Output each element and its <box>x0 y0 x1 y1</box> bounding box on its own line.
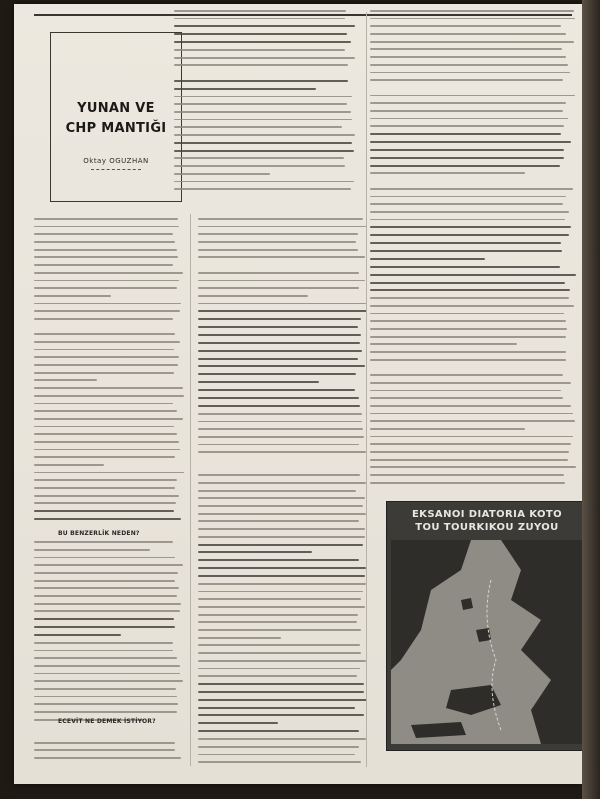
text-line <box>174 64 348 66</box>
text-line <box>198 397 359 399</box>
text-line <box>198 629 361 631</box>
text-line <box>34 580 175 582</box>
text-line <box>198 421 362 423</box>
column-divider-1 <box>190 214 191 766</box>
text-line <box>198 334 361 336</box>
text-line <box>370 266 560 268</box>
text-line <box>34 650 173 652</box>
text-line <box>198 381 319 383</box>
text-line <box>198 318 361 320</box>
text-line <box>198 365 365 367</box>
text-line <box>34 403 173 405</box>
text-line <box>370 125 564 127</box>
text-line <box>370 328 567 330</box>
text-line <box>34 303 181 305</box>
text-line <box>370 282 565 284</box>
text-line <box>198 459 355 461</box>
text-line <box>34 395 184 397</box>
text-line <box>34 626 175 628</box>
map-caption-line-2: TOU TOURKIKOU ZUYOU <box>415 522 559 533</box>
text-line <box>198 606 365 608</box>
text-line <box>198 428 363 430</box>
text-line <box>198 559 359 561</box>
text-line <box>198 567 366 569</box>
text-line <box>34 642 173 644</box>
text-line <box>370 374 563 376</box>
text-line <box>34 541 173 543</box>
text-line <box>370 196 566 198</box>
text-line <box>370 203 563 205</box>
text-line <box>370 25 561 27</box>
text-line <box>370 242 561 244</box>
text-line <box>174 157 344 159</box>
text-line <box>198 598 361 600</box>
text-line <box>370 466 576 468</box>
text-line <box>198 233 358 235</box>
text-line <box>198 326 358 328</box>
text-line <box>370 72 570 74</box>
text-line <box>34 310 180 312</box>
aegean-map-image <box>391 540 583 744</box>
text-line <box>198 280 365 282</box>
text-line <box>370 420 575 422</box>
text-line <box>198 490 356 492</box>
text-line <box>174 188 351 190</box>
text-line <box>34 726 177 728</box>
text-line <box>34 665 180 667</box>
text-line <box>174 103 347 105</box>
text-line <box>34 433 177 435</box>
text-line <box>34 280 179 282</box>
text-column-right <box>370 4 576 496</box>
text-line <box>198 528 365 530</box>
text-line <box>370 289 570 291</box>
text-line <box>198 637 281 639</box>
text-line <box>198 373 356 375</box>
text-line <box>174 72 347 74</box>
text-line <box>370 343 517 345</box>
text-line <box>34 287 177 289</box>
text-line <box>198 699 367 701</box>
text-line <box>198 358 358 360</box>
text-line <box>174 134 355 136</box>
text-line <box>370 110 563 112</box>
text-line <box>370 351 566 353</box>
text-line <box>370 320 566 322</box>
text-line <box>174 119 352 121</box>
text-line <box>370 149 564 151</box>
text-column-middle <box>198 212 368 773</box>
text-line <box>34 218 178 220</box>
text-line <box>198 218 363 220</box>
text-line <box>198 707 355 709</box>
text-line <box>370 33 566 35</box>
text-line <box>198 738 366 740</box>
text-line <box>370 226 571 228</box>
text-line <box>34 657 177 659</box>
text-line <box>34 688 176 690</box>
article-title-line-1: YUNAN VE <box>77 101 155 116</box>
text-line <box>198 482 366 484</box>
text-line <box>34 233 173 235</box>
text-line <box>198 350 362 352</box>
text-line <box>370 157 564 159</box>
text-line <box>198 474 360 476</box>
text-line <box>34 495 179 497</box>
text-line <box>370 48 562 50</box>
text-line <box>34 711 177 713</box>
text-line <box>34 557 175 559</box>
text-line <box>34 226 179 228</box>
map-figure <box>386 501 588 751</box>
text-line <box>370 172 525 174</box>
text-line <box>34 749 175 751</box>
text-line <box>34 333 175 335</box>
text-line <box>198 505 363 507</box>
text-line <box>174 111 351 113</box>
text-line <box>174 142 352 144</box>
text-line <box>198 249 358 251</box>
text-line <box>34 456 175 458</box>
text-line <box>34 572 178 574</box>
text-line <box>370 141 571 143</box>
text-line <box>34 734 177 736</box>
text-line <box>370 366 563 368</box>
text-line <box>198 226 367 228</box>
text-line <box>370 219 565 221</box>
text-line <box>34 518 181 520</box>
text-line <box>370 405 571 407</box>
text-line <box>34 295 111 297</box>
text-line <box>34 387 183 389</box>
text-line <box>34 502 176 504</box>
text-line <box>198 675 357 677</box>
text-line <box>198 536 365 538</box>
text-line <box>34 372 174 374</box>
text-line <box>370 359 566 361</box>
text-line <box>174 150 354 152</box>
text-line <box>370 313 564 315</box>
text-line <box>34 703 178 705</box>
text-line <box>198 591 363 593</box>
text-line <box>34 449 180 451</box>
text-line <box>198 644 360 646</box>
text-line <box>370 436 573 438</box>
text-line <box>198 714 364 716</box>
text-line <box>174 80 348 82</box>
text-line <box>198 575 365 577</box>
text-line <box>34 241 175 243</box>
text-line <box>370 79 563 81</box>
text-line <box>198 451 366 453</box>
text-line <box>198 272 359 274</box>
text-line <box>34 618 174 620</box>
text-line <box>370 180 563 182</box>
article-title <box>51 99 181 139</box>
text-line <box>34 564 183 566</box>
text-line <box>370 87 462 89</box>
text-line <box>370 474 564 476</box>
text-line <box>34 742 175 744</box>
text-line <box>34 256 178 258</box>
text-line <box>174 25 355 27</box>
text-line <box>198 436 364 438</box>
article-title-line-2: CHP MANTIĞI <box>65 121 167 136</box>
text-column-top-middle <box>174 4 356 202</box>
text-line <box>198 264 357 266</box>
text-line <box>370 18 575 20</box>
text-line <box>370 102 566 104</box>
text-line <box>198 467 270 469</box>
text-line <box>198 730 359 732</box>
text-line <box>34 479 177 481</box>
text-line <box>198 241 356 243</box>
text-line <box>198 614 358 616</box>
text-line <box>34 441 179 443</box>
text-line <box>370 118 568 120</box>
text-line <box>370 428 525 430</box>
text-line <box>34 249 177 251</box>
column-divider-2 <box>366 12 367 767</box>
text-line <box>370 250 562 252</box>
text-line <box>34 610 180 612</box>
text-line <box>34 426 174 428</box>
text-line <box>370 133 561 135</box>
text-line <box>174 181 354 183</box>
text-line <box>370 413 573 415</box>
text-line <box>198 660 366 662</box>
text-line <box>370 382 571 384</box>
map-island-3 <box>461 598 473 610</box>
text-line <box>174 88 316 90</box>
text-line <box>34 757 181 759</box>
subhead-2: ECEVİT NE DEMEK İSTİYOR? <box>58 718 156 725</box>
text-line <box>34 673 180 675</box>
text-line <box>34 341 180 343</box>
text-line <box>370 165 560 167</box>
subhead-1: BU BENZERLİK NEDEN? <box>58 530 140 537</box>
text-line <box>34 349 174 351</box>
text-line <box>370 258 485 260</box>
text-line <box>34 472 184 474</box>
text-line <box>198 303 366 305</box>
text-line <box>34 603 181 605</box>
text-line <box>370 397 563 399</box>
text-line <box>370 451 569 453</box>
text-line <box>34 410 177 412</box>
text-line <box>370 56 566 58</box>
text-column-left <box>34 212 184 773</box>
page-edge-shadow <box>582 0 600 799</box>
text-line <box>34 587 179 589</box>
text-line <box>198 310 367 312</box>
article-author: Oktay OGUZHAN <box>83 157 149 165</box>
text-line <box>34 379 97 381</box>
text-line <box>370 336 566 338</box>
text-line <box>174 18 345 20</box>
text-line <box>198 342 360 344</box>
text-line <box>198 691 364 693</box>
text-line <box>34 418 183 420</box>
text-line <box>34 264 173 266</box>
text-line <box>174 96 352 98</box>
text-line <box>370 234 569 236</box>
text-line <box>370 390 561 392</box>
text-line <box>198 413 362 415</box>
text-line <box>198 287 359 289</box>
text-line <box>198 497 365 499</box>
author-rule <box>91 169 141 170</box>
text-line <box>370 274 576 276</box>
text-line <box>198 520 359 522</box>
text-line <box>198 761 361 763</box>
text-line <box>370 188 573 190</box>
text-line <box>198 583 366 585</box>
text-line <box>174 49 345 51</box>
text-line <box>174 10 346 12</box>
text-line <box>198 621 357 623</box>
text-line <box>34 696 177 698</box>
text-line <box>34 510 174 512</box>
text-line <box>198 722 278 724</box>
text-line <box>198 444 359 446</box>
text-line <box>34 634 121 636</box>
text-line <box>198 746 359 748</box>
text-line <box>370 297 569 299</box>
text-line <box>198 295 308 297</box>
newspaper-page <box>14 4 582 784</box>
text-line <box>198 256 365 258</box>
text-line <box>174 165 345 167</box>
text-line <box>370 41 574 43</box>
text-line <box>370 443 571 445</box>
text-line <box>370 305 574 307</box>
map-caption <box>387 508 587 534</box>
text-line <box>198 668 360 670</box>
text-line <box>198 683 364 685</box>
text-line <box>174 126 342 128</box>
text-line <box>370 95 575 97</box>
text-line <box>34 549 150 551</box>
text-line <box>34 526 176 528</box>
map-caption-line-1: EKSANOI DIATORIA KOTO <box>411 509 563 520</box>
text-line <box>198 389 355 391</box>
text-line <box>34 356 179 358</box>
text-line <box>198 405 360 407</box>
text-line <box>34 318 173 320</box>
article-title-box <box>50 32 182 202</box>
text-line <box>34 487 175 489</box>
text-line <box>174 41 351 43</box>
text-line <box>34 272 183 274</box>
text-line <box>370 10 574 12</box>
text-line <box>198 754 355 756</box>
text-line <box>370 211 569 213</box>
text-line <box>198 551 312 553</box>
text-line <box>370 482 565 484</box>
text-line <box>198 652 361 654</box>
text-line <box>34 595 177 597</box>
text-line <box>370 459 568 461</box>
text-line <box>174 57 355 59</box>
text-line <box>34 464 104 466</box>
text-line <box>34 680 183 682</box>
text-line <box>198 513 366 515</box>
text-line <box>34 364 178 366</box>
text-line <box>174 33 347 35</box>
text-line <box>198 544 363 546</box>
text-line <box>174 173 270 175</box>
text-line <box>370 64 568 66</box>
text-line <box>34 326 178 328</box>
